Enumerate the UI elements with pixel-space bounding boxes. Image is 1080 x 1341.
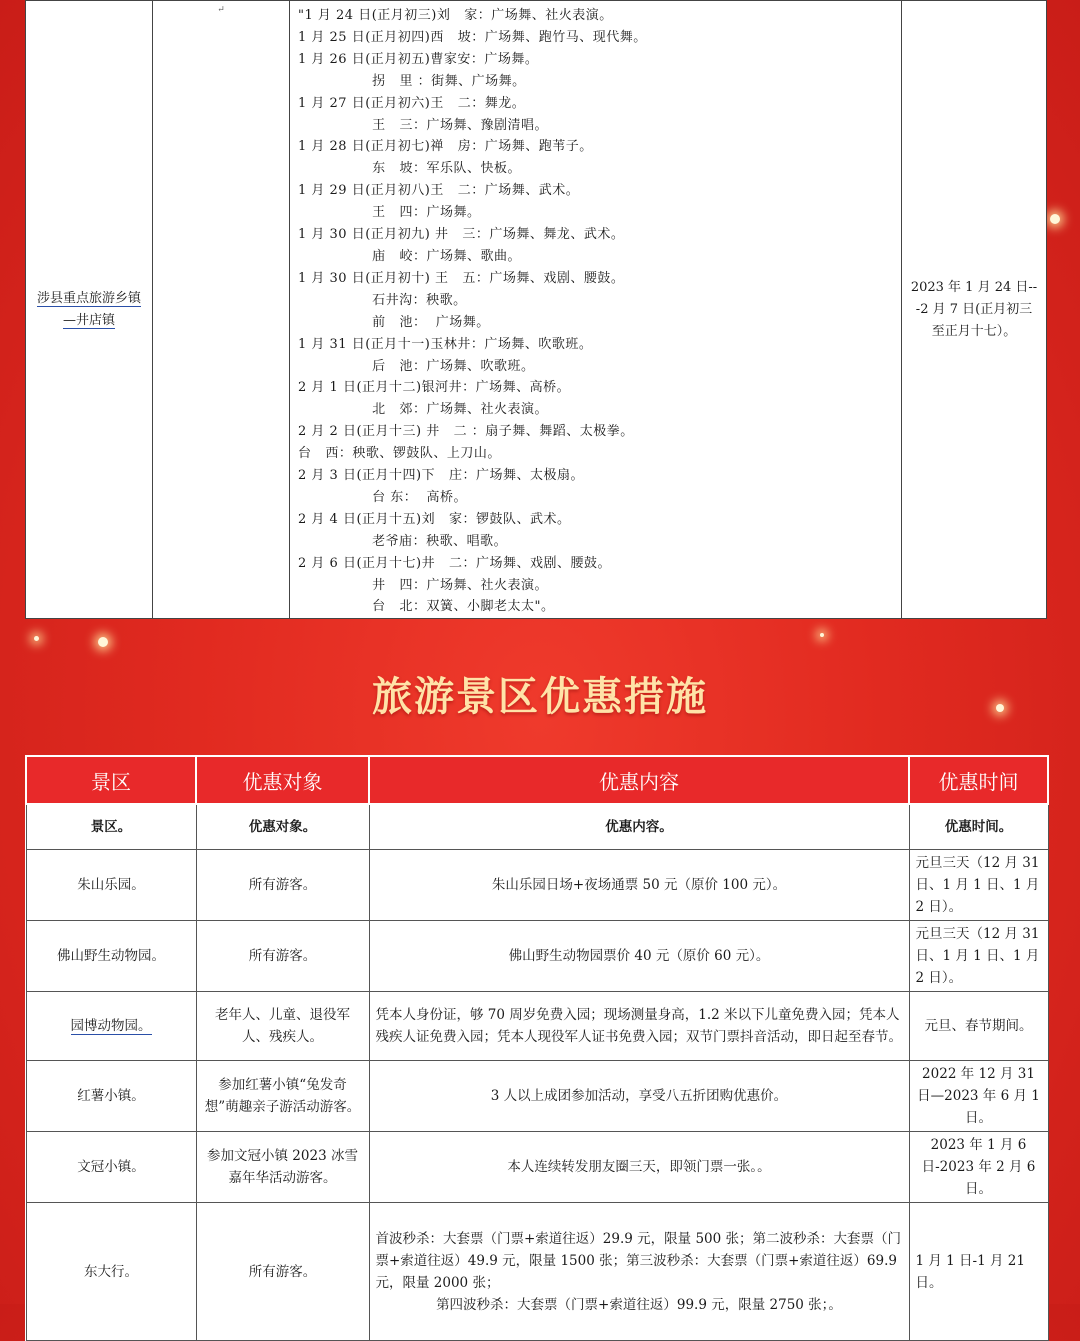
- schedule-line: "1 月 24 日(正月初三)刘 家：广场舞、社火表演。: [298, 8, 613, 23]
- time-cell: 2022 年 12 月 31 日—2023 年 6 月 1 日。: [909, 1061, 1048, 1132]
- empty-cell: [153, 1, 290, 619]
- schedule-line: 1 月 30 日(正月初九) 井 三：广场舞、舞龙、武术。: [298, 227, 625, 243]
- table-row: [26, 1203, 1048, 1341]
- schedule-line: 2 月 4 日(正月十五)刘 家：锣鼓队、武术。: [298, 511, 571, 527]
- schedule-line: 台 北：双簧、小脚老太太"。: [298, 599, 555, 615]
- table-row: [26, 1, 1047, 619]
- schedule-line: 前 池： 广场舞。: [298, 314, 490, 330]
- sparkle-decoration: [98, 637, 108, 647]
- schedule-line: 2 月 2 日(正月十三) 井 二 ：扇子舞、舞蹈、太极拳。: [298, 424, 634, 440]
- schedule-line: 1 月 29 日(正月初八)王 二：广场舞、武术。: [298, 183, 580, 199]
- schedule-line: 王 三：广场舞、豫剧清唱。: [298, 117, 549, 133]
- schedule-lines: [298, 5, 901, 618]
- content-cell: 佛山野生动物园票价 40 元（原价 60 元）。: [369, 921, 909, 992]
- period-text: 2023 年 1 月 24 日---2 月 7 日(正月初三至正月十七）。: [910, 279, 1038, 339]
- content-cell: 凭本人身份证，够 70 周岁免费入园；现场测量身高，1.2 米以下儿童免费入园；凭本人残疾人证免费入园；凭本人现役军人证书免费入园；双节门票抖音活动，即日起至春节。: [369, 992, 909, 1061]
- schedule-line: 2 月 6 日(正月十七)井 二：广场舞、戏剧、腰鼓。: [298, 555, 611, 571]
- time-cell: 元旦、春节期间。: [909, 992, 1048, 1061]
- subheader-spot: 景区。: [26, 804, 196, 850]
- content-cell: 3 人以上成团参加活动，享受八五折团购优惠价。: [369, 1061, 909, 1132]
- schedule-cell: [290, 1, 902, 619]
- schedule-line: 2 月 1 日(正月十二)银河井：广场舞、高桥。: [298, 380, 571, 396]
- festival-schedule-table: [25, 0, 1047, 619]
- target-cell: 所有游客。: [196, 1203, 369, 1341]
- header-spot: 景区: [26, 756, 196, 804]
- spot-cell: [26, 992, 196, 1061]
- subheader-content: 优惠内容。: [369, 804, 909, 850]
- schedule-line: 1 月 30 日(正月初十) 王 五：广场舞、戏剧、腰鼓。: [298, 270, 625, 286]
- content-text-2: 第四波秒杀：大套票（门票+索道往返）99.9 元，限量 2750 张；。: [436, 1296, 842, 1313]
- spot-cell: 文冠小镇。: [26, 1132, 196, 1203]
- table-row: [26, 921, 1048, 992]
- schedule-line: 拐 里 ：街舞、广场舞。: [298, 73, 526, 89]
- content-cell: 本人连续转发朋友圈三天，即领门票一张。。: [369, 1132, 909, 1203]
- schedule-line: 1 月 28 日(正月初七)禅 房：广场舞、跑苇子。: [298, 139, 593, 155]
- period-cell: [902, 1, 1047, 619]
- schedule-line: 1 月 25 日(正月初四)西 坡：广场舞、跑竹马、现代舞。: [298, 29, 647, 45]
- content-text: 首波秒杀：大套票（门票+索道往返）29.9 元，限量 500 张；第二波秒杀：大套票（门票+索道往返）49.9 元，限量 1500 张；第三波秒杀：大套票（门票+索道往返）69.9 元，限量 2000 张；: [375, 1230, 902, 1291]
- schedule-line: 后 池：广场舞、吹歌班。: [298, 358, 535, 374]
- table-row: [26, 850, 1048, 921]
- spot-cell: 红薯小镇。: [26, 1061, 196, 1132]
- schedule-line: 老爷庙：秧歌、唱歌。: [298, 533, 508, 549]
- schedule-line: 庙 峧：广场舞、歌曲。: [298, 248, 522, 264]
- target-cell: 老年人、儿童、退役军人、残疾人。: [196, 992, 369, 1061]
- schedule-line: 石井沟：秧歌。: [298, 292, 467, 308]
- town-name: 涉县重点旅游乡镇—井店镇: [36, 290, 141, 328]
- table-row: [26, 1061, 1048, 1132]
- header-time: 优惠时间: [909, 756, 1048, 804]
- target-cell: 所有游客。: [196, 921, 369, 992]
- schedule-line: 东 坡：军乐队、快板。: [298, 161, 522, 177]
- schedule-line: 1 月 31 日(正月十一)玉林井：广场舞、吹歌班。: [298, 336, 593, 352]
- paragraph-mark: ↵: [217, 5, 225, 15]
- schedule-line: 北 郊：广场舞、社火表演。: [298, 402, 549, 418]
- header-row: [26, 756, 1048, 804]
- subheader-time: 优惠时间。: [909, 804, 1048, 850]
- spot-cell: 佛山野生动物园。: [26, 921, 196, 992]
- time-cell: 元旦三天（12 月 31 日、1 月 1 日、1 月 2 日）。: [909, 921, 1048, 992]
- schedule-line: 1 月 26 日(正月初五)曹家安：广场舞。: [298, 51, 539, 67]
- sparkle-decoration: [1050, 214, 1060, 224]
- target-cell: 参加红薯小镇“兔发奇想”萌趣亲子游活动游客。: [196, 1061, 369, 1132]
- offers-table: [25, 755, 1049, 1341]
- subheader-row: [26, 804, 1048, 850]
- schedule-line: 台 西：秧歌、锣鼓队、上刀山。: [298, 446, 501, 462]
- sparkle-decoration: [34, 636, 39, 641]
- target-cell: 参加文冠小镇 2023 冰雪嘉年华活动游客。: [196, 1132, 369, 1203]
- spot-cell: 朱山乐园。: [26, 850, 196, 921]
- time-cell: 元旦三天（12 月 31 日、1 月 1 日、1 月 2 日）。: [909, 850, 1048, 921]
- schedule-line: 1 月 27 日(正月初六)王 二：舞龙。: [298, 95, 526, 111]
- schedule-line: 王 四：广场舞。: [298, 205, 481, 221]
- subheader-target: 优惠对象。: [196, 804, 369, 850]
- schedule-line: 2 月 3 日(正月十四)下 庄：广场舞、太极扇。: [298, 468, 584, 484]
- content-cell: [369, 1203, 909, 1341]
- table-row: [26, 992, 1048, 1061]
- target-cell: 所有游客。: [196, 850, 369, 921]
- header-content: 优惠内容: [369, 756, 909, 804]
- time-cell: 2023 年 1 月 6 日-2023 年 2 月 6 日。: [909, 1132, 1048, 1203]
- sparkle-decoration: [820, 633, 824, 637]
- schedule-line: 台 东： 高桥。: [298, 489, 468, 505]
- schedule-line: 井 四：广场舞、社火表演。: [298, 577, 549, 593]
- table-row: [26, 1132, 1048, 1203]
- spot-cell: 东大行。: [26, 1203, 196, 1341]
- header-target: 优惠对象: [196, 756, 369, 804]
- spot-link[interactable]: 园博动物园。: [70, 1018, 152, 1034]
- section-title: 旅游景区优惠措施: [372, 674, 708, 720]
- town-cell: [26, 1, 153, 619]
- time-cell: 1 月 1 日-1 月 21 日。: [909, 1203, 1048, 1341]
- content-cell: 朱山乐园日场+夜场通票 50 元（原价 100 元）。: [369, 850, 909, 921]
